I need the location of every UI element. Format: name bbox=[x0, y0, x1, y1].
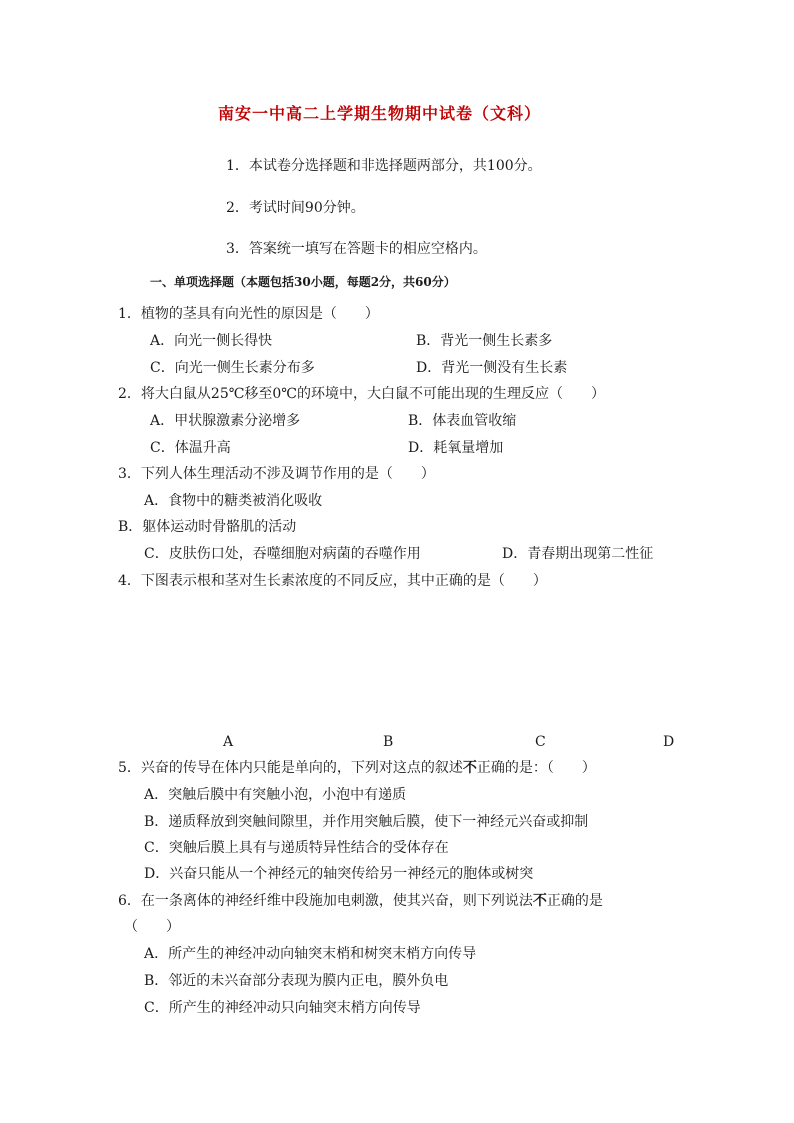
q5-stem-pre: 5．兴奋的传导在体内只能是单向的，下列对这点的叙述 bbox=[118, 760, 463, 776]
q6-option-b: B．邻近的未兴奋部分表现为膜内正电，膜外负电 bbox=[144, 973, 449, 989]
q3-option-a: A．食物中的糖类被消化吸收 bbox=[144, 493, 323, 509]
q2-option-a: A．甲状腺激素分泌增多 bbox=[150, 413, 301, 429]
q1-option-d: D．背光一侧没有生长素 bbox=[416, 360, 568, 376]
q4-label-d: D bbox=[663, 734, 675, 750]
q5-stem bbox=[118, 759, 596, 777]
q6-answer-paren: （ ） bbox=[124, 919, 180, 935]
q2-stem: 2．将大白鼠从25℃移至0℃的环境中，大白鼠不可能出现的生理反应（ ） bbox=[118, 386, 605, 402]
q4-label-b: B bbox=[383, 734, 394, 750]
q4-label-a: A bbox=[223, 734, 234, 750]
q3-option-b: B．躯体运动时骨骼肌的活动 bbox=[118, 519, 297, 535]
q5-option-d: D．兴奋只能从一个神经元的轴突传给另一神经元的胞体或树突 bbox=[144, 866, 534, 882]
section-heading: 一、单项选择题（本题包括30小题，每题2分，共60分） bbox=[150, 275, 456, 289]
q1-option-c: C．向光一侧生长素分布多 bbox=[150, 360, 315, 376]
q2-option-d: D．耗氧量增加 bbox=[408, 440, 504, 456]
q5-option-c: C．突触后膜上具有与递质特异性结合的受体存在 bbox=[144, 840, 449, 856]
q6-stem-pre: 6．在一条离体的神经纤维中段施加电刺激，使其兴奋，则下列说法 bbox=[118, 893, 533, 909]
q6-option-c: C．所产生的神经冲动只向轴突末梢方向传导 bbox=[144, 1000, 421, 1016]
q3-stem: 3．下列人体生理活动不涉及调节作用的是（ ） bbox=[118, 466, 435, 482]
q5-option-a: A．突触后膜中有突触小泡，小泡中有递质 bbox=[144, 787, 407, 803]
note-1: 1．本试卷分选择题和非选择题两部分，共100分。 bbox=[226, 158, 542, 174]
q3-option-c: C．皮肤伤口处，吞噬细胞对病菌的吞噬作用 bbox=[144, 546, 421, 562]
q5-option-b: B．递质释放到突触间隙里，并作用突触后膜，使下一神经元兴奋或抑制 bbox=[144, 814, 589, 830]
q1-option-b: B．背光一侧生长素多 bbox=[416, 333, 553, 349]
q1-stem: 1．植物的茎具有向光性的原因是（ ） bbox=[118, 306, 379, 322]
q1-option-a: A．向光一侧长得快 bbox=[150, 333, 273, 349]
q3-option-d: D．青春期出现第二性征 bbox=[502, 546, 654, 562]
q4-label-c: C bbox=[535, 734, 546, 750]
note-3: 3．答案统一填写在答题卡的相应空格内。 bbox=[226, 241, 487, 257]
q2-option-b: B．体表血管收缩 bbox=[408, 413, 517, 429]
page-title: 南安一中高二上学期生物期中试卷（文科） bbox=[218, 104, 542, 123]
q5-stem-emphasis: 不 bbox=[462, 760, 477, 776]
q6-option-a: A．所产生的神经冲动向轴突末梢和树突末梢方向传导 bbox=[144, 946, 477, 962]
q4-stem: 4．下图表示根和茎对生长素浓度的不同反应，其中正确的是（ ） bbox=[118, 573, 547, 589]
q6-stem bbox=[118, 892, 603, 910]
q6-stem-emphasis: 不 bbox=[532, 893, 547, 909]
note-2: 2．考试时间90分钟。 bbox=[226, 200, 365, 216]
q5-stem-post: 正确的是：（ ） bbox=[476, 760, 596, 776]
q6-stem-post: 正确的是 bbox=[546, 893, 603, 909]
q2-option-c: C．体温升高 bbox=[150, 440, 231, 456]
